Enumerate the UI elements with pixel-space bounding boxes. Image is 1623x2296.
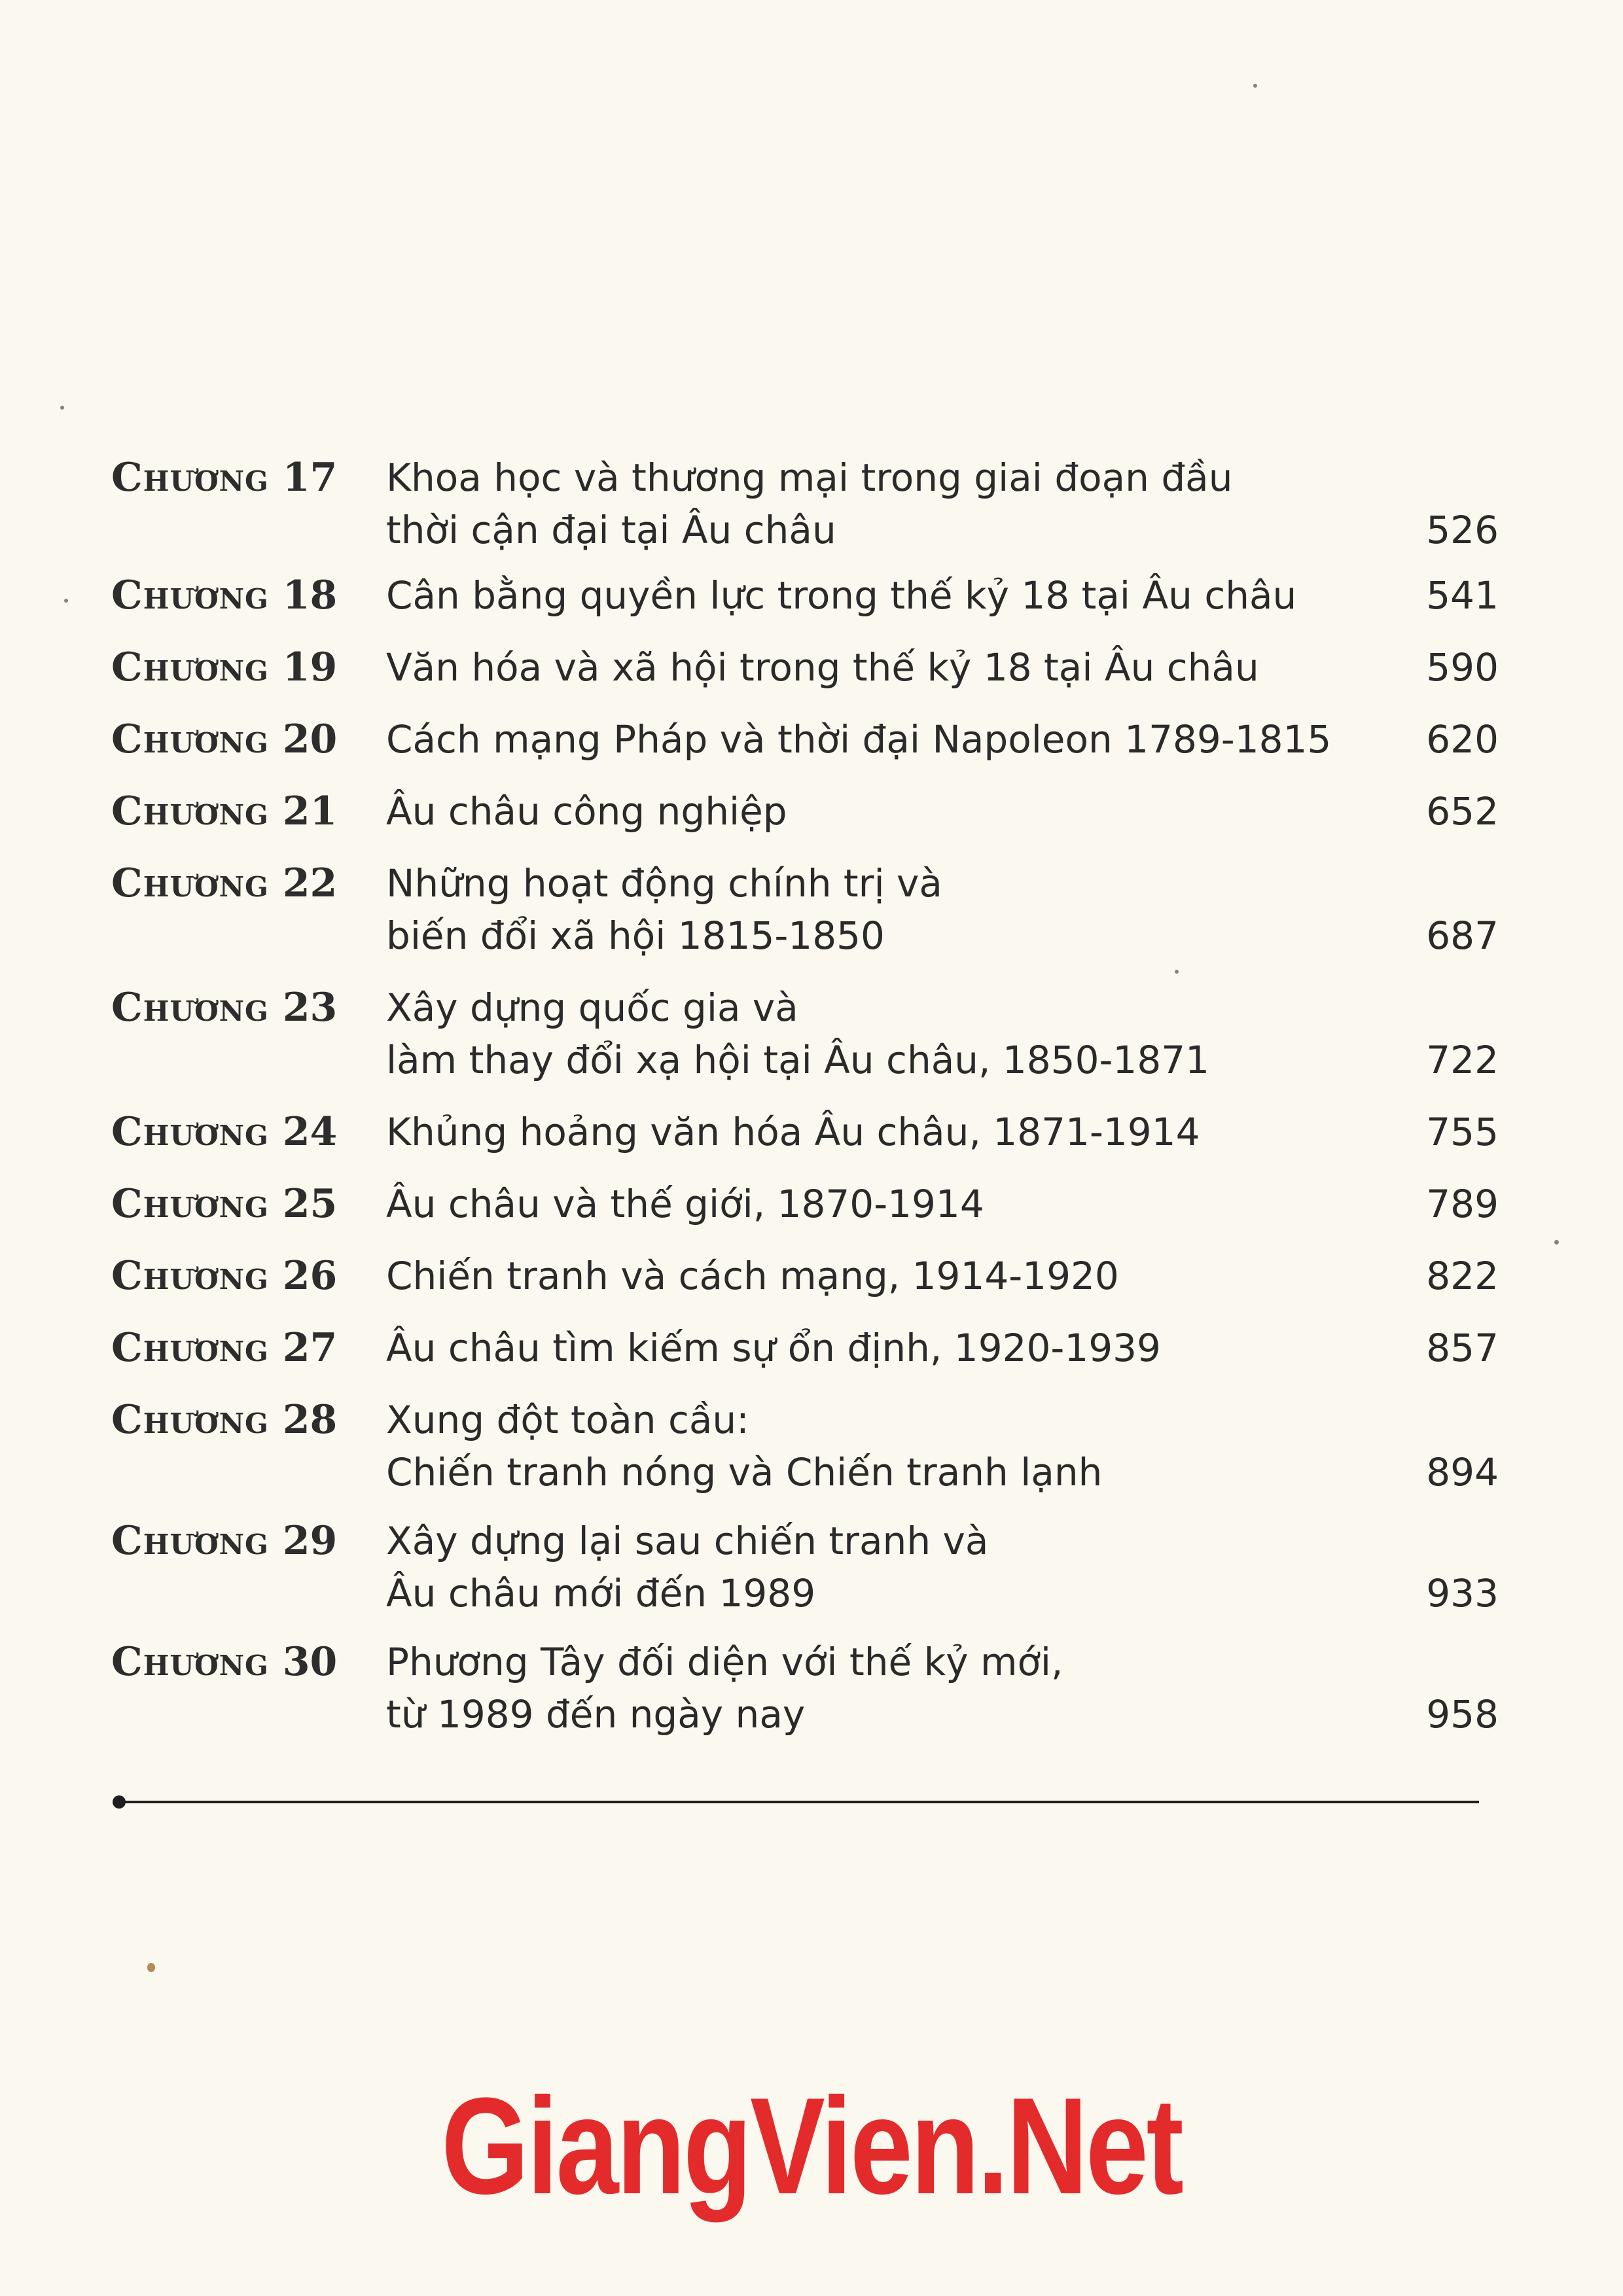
page-number: 620 bbox=[1426, 717, 1499, 762]
chapter-label: Chương 29 bbox=[111, 1518, 338, 1564]
chapter-label: Chương 28 bbox=[111, 1397, 338, 1443]
page-number: 526 bbox=[1426, 508, 1499, 552]
page-number: 958 bbox=[1426, 1692, 1499, 1737]
chapter-label: Chương 30 bbox=[111, 1639, 338, 1685]
page-number: 789 bbox=[1426, 1182, 1499, 1226]
page-number: 755 bbox=[1426, 1110, 1499, 1154]
chapter-title: Phương Tây đối diện với thế kỷ mới, từ 1989 đến ngày nay bbox=[386, 1640, 1063, 1737]
chapter-title: Xây dựng quốc gia và làm thay đổi xạ hội tại Âu châu, 1850-1871 bbox=[386, 985, 1210, 1082]
paper-speck bbox=[60, 406, 64, 410]
chapter-label: Chương 25 bbox=[111, 1181, 338, 1227]
chapter-label: Chương 24 bbox=[111, 1109, 338, 1155]
page-number: 857 bbox=[1426, 1326, 1499, 1370]
chapter-title: Âu châu công nghiệp bbox=[386, 789, 787, 834]
chapter-label: Chương 18 bbox=[111, 573, 338, 618]
page-number: 722 bbox=[1426, 1038, 1499, 1082]
paper-speck bbox=[1554, 1240, 1559, 1245]
page-number: 933 bbox=[1426, 1571, 1499, 1616]
page-number: 894 bbox=[1426, 1450, 1499, 1494]
chapter-label: Chương 26 bbox=[111, 1253, 338, 1299]
page-number: 541 bbox=[1426, 573, 1499, 618]
chapter-title: Văn hóa và xã hội trong thế kỷ 18 tại Âu châu bbox=[386, 645, 1259, 690]
chapter-title: Khủng hoảng văn hóa Âu châu, 1871-1914 bbox=[386, 1110, 1200, 1154]
watermark-logo: GiangVien.Net bbox=[441, 2069, 1182, 2223]
chapter-label: Chương 22 bbox=[111, 860, 338, 906]
chapter-title: Những hoạt động chính trị và biến đổi xã hội 1815-1850 bbox=[386, 861, 942, 958]
paper-speck bbox=[64, 599, 68, 603]
page-number: 590 bbox=[1426, 645, 1499, 690]
paper-speck bbox=[147, 1963, 155, 1972]
page-number: 687 bbox=[1426, 913, 1499, 958]
chapter-title: Xung đột toàn cầu: Chiến tranh nóng và Chiến tranh lạnh bbox=[386, 1398, 1103, 1494]
page-number: 652 bbox=[1426, 789, 1499, 834]
section-divider bbox=[116, 1801, 1479, 1803]
chapter-title: Khoa học và thương mại trong giai đoạn đầu thời cận đại tại Âu châu bbox=[386, 455, 1233, 552]
chapter-label: Chương 21 bbox=[111, 788, 338, 834]
chapter-label: Chương 17 bbox=[111, 455, 338, 501]
paper-speck bbox=[1175, 970, 1179, 974]
chapter-title: Cân bằng quyền lực trong thế kỷ 18 tại Âu châu bbox=[386, 573, 1297, 618]
chapter-title: Âu châu và thế giới, 1870-1914 bbox=[386, 1182, 984, 1226]
chapter-label: Chương 20 bbox=[111, 716, 338, 762]
chapter-label: Chương 23 bbox=[111, 985, 338, 1031]
chapter-title: Âu châu tìm kiếm sự ổn định, 1920-1939 bbox=[386, 1326, 1161, 1370]
chapter-label: Chương 27 bbox=[111, 1325, 338, 1371]
page-number: 822 bbox=[1426, 1254, 1499, 1298]
chapter-title: Chiến tranh và cách mạng, 1914-1920 bbox=[386, 1254, 1119, 1298]
paper-speck bbox=[1253, 84, 1257, 88]
chapter-label: Chương 19 bbox=[111, 645, 338, 690]
chapter-title: Xây dựng lại sau chiến tranh và Âu châu mới đến 1989 bbox=[386, 1519, 989, 1616]
chapter-title: Cách mạng Pháp và thời đại Napoleon 1789-1815 bbox=[386, 717, 1332, 762]
